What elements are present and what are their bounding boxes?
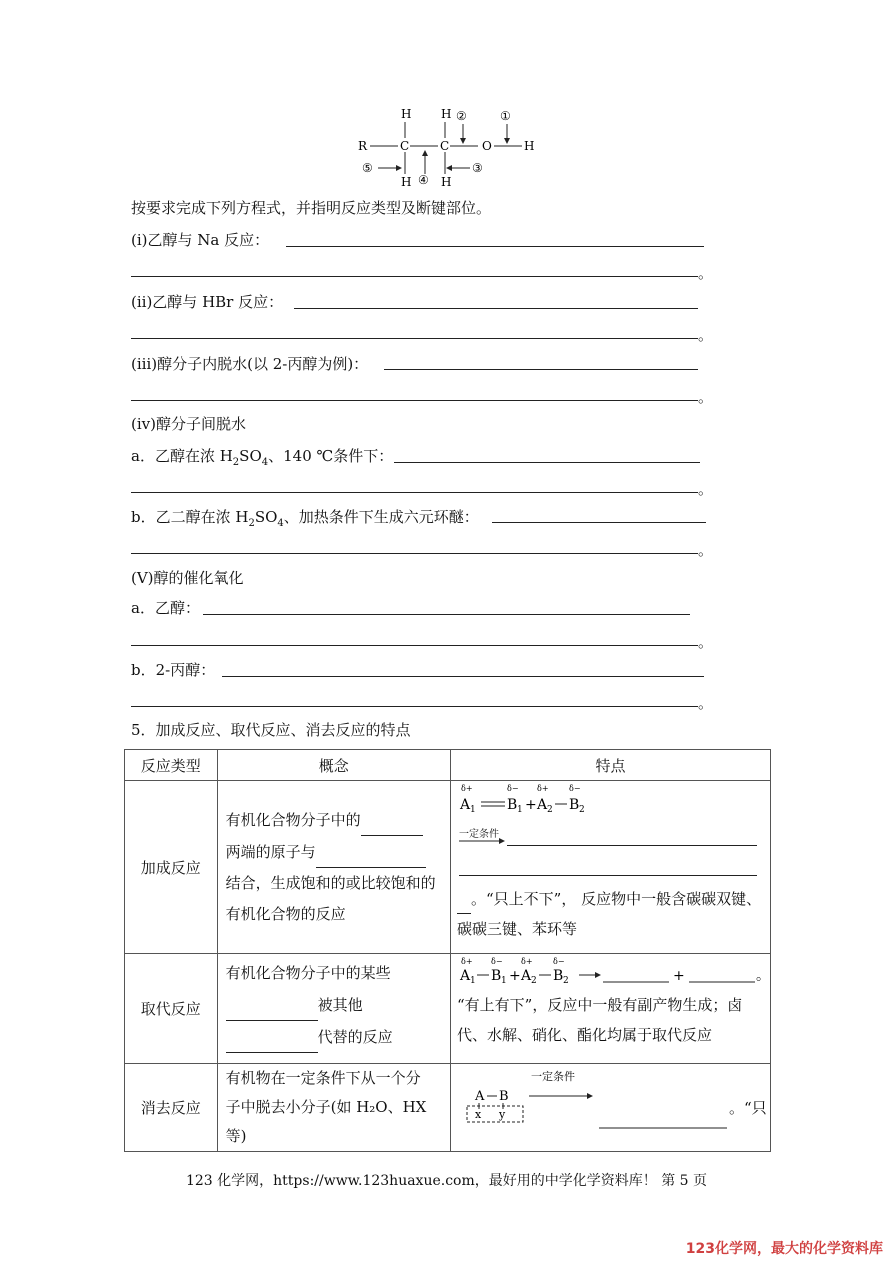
elimination-concept-2: 子中脱去小分子(如 H₂O、HX 等)	[225, 1098, 427, 1145]
substitution-concept-3: 代替的反应	[317, 1028, 393, 1046]
item-ii-label: (ⅱ)乙醇与 HBr 反应：	[131, 293, 284, 311]
substitution-equation	[457, 954, 770, 990]
svg-text:δ+: δ+	[520, 957, 533, 966]
reaction-table	[124, 749, 771, 1152]
addition-concept-1: 有机化合物分子中的	[225, 811, 361, 829]
diagram-svg	[350, 104, 550, 192]
item-iv-b-pre: b．乙二醇在浓 H	[131, 508, 249, 526]
atom-H-top1: H	[401, 107, 412, 121]
svg-text:δ−: δ−	[506, 784, 519, 793]
svg-text:2: 2	[578, 805, 585, 815]
atom-R: R	[358, 139, 368, 153]
item-iii-label: (ⅲ)醇分子内脱水(以 2-丙醇为例)：	[131, 355, 369, 373]
addition-feature-text	[457, 883, 770, 944]
svg-text:1: 1	[469, 976, 476, 986]
svg-text:A: A	[536, 797, 548, 813]
svg-text:1: 1	[469, 805, 476, 815]
substitution-concept-1: 有机化合物分子中的某些	[225, 964, 391, 982]
item-iv-a-period: 。	[698, 480, 714, 498]
addition-arrow-icon	[459, 835, 509, 847]
elimination-concept-1: 有机物在一定条件下从一个分	[225, 1069, 421, 1087]
item-i-blank-1[interactable]	[286, 246, 704, 247]
svg-text:δ−: δ−	[552, 957, 565, 966]
page-footer: 123 化学网，https://www.123huaxue.com，最好用的中学化学资料库！ 第 5 页	[185, 1173, 708, 1189]
addition-feature-blank-2[interactable]	[459, 855, 757, 876]
site-watermark: 123化学网，最大的化学资料库	[685, 1241, 883, 1257]
ethanol-bond-diagram	[350, 104, 550, 192]
svg-text:B: B	[552, 968, 564, 984]
svg-text:。: 。	[755, 968, 769, 984]
item-iv-a-blank-2[interactable]	[131, 492, 698, 493]
bond-5-label: ⑤	[362, 161, 373, 175]
item-i-period: 。	[698, 264, 714, 282]
atom-C2: C	[440, 139, 450, 153]
item-v-b-blank-1[interactable]	[222, 676, 704, 677]
addition-condition-label: 一定条件	[458, 829, 499, 840]
item-i-blank-2[interactable]	[131, 276, 698, 277]
bond-2-label: ②	[456, 109, 467, 123]
item-iv-a-pre: a．乙醇在浓 H	[131, 447, 233, 465]
svg-text:B: B	[498, 1088, 509, 1104]
row-elimination-type: 消去反应	[125, 1064, 218, 1152]
svg-text:δ−: δ−	[490, 957, 503, 966]
header-type: 反应类型	[125, 750, 218, 781]
elimination-feature-tail: 。“只	[728, 1099, 767, 1117]
substitution-feature-tail: “有上有下”，反应中一般有副产物生成；卤代、水解、硝化、酯化均属于取代反应	[456, 996, 743, 1044]
atom-H-right: H	[524, 139, 535, 153]
item-ii-period: 。	[698, 326, 714, 344]
svg-text:δ−: δ−	[568, 784, 581, 793]
addition-concept-3: 结合，生成饱和的或比较饱和的	[225, 874, 436, 892]
item-iv-a-blank-1[interactable]	[394, 462, 700, 463]
svg-text:A: A	[459, 968, 471, 984]
item-ii-blank-1[interactable]	[294, 308, 698, 309]
item-iv-b-post: 、加热条件下生成六元环醚：	[283, 508, 479, 526]
addition-equation	[457, 781, 770, 825]
svg-text:δ+: δ+	[536, 784, 549, 793]
atom-O: O	[482, 139, 492, 153]
atom-H-bot1: H	[401, 175, 412, 189]
item-iv-a-label: a．乙醇在浓 $H_2SO_4$、140 ℃条件下：	[131, 447, 394, 468]
item-iv-label: (ⅳ)醇分子间脱水	[131, 415, 246, 433]
substitution-concept-2: 被其他	[317, 996, 363, 1014]
item-iv-b-blank-1[interactable]	[492, 522, 706, 523]
addition-feature-tail: 。“只上不下”， 反应物中一般含碳碳双键、碳碳三键、苯环等	[456, 890, 762, 938]
svg-text:B: B	[568, 797, 580, 813]
atom-H-bot2: H	[441, 175, 452, 189]
item-ii-blank-2[interactable]	[131, 338, 698, 339]
item-v-a-label: a．乙醇：	[131, 599, 200, 617]
header-concept: 概念	[217, 750, 450, 781]
table-row	[125, 954, 771, 1064]
item-i-label: (ⅰ)乙醇与 Na 反应：	[131, 231, 270, 249]
item-iv-b-blank-2[interactable]	[131, 553, 698, 554]
atom-C1: C	[400, 139, 410, 153]
item-v-label: (Ⅴ)醇的催化氧化	[131, 569, 244, 587]
section5-title: 5．加成反应、取代反应、消去反应的特点	[131, 721, 411, 739]
substitution-concept-blank-1[interactable]	[226, 989, 318, 1021]
svg-text:A: A	[459, 797, 471, 813]
substitution-concept-blank-2[interactable]	[226, 1021, 318, 1053]
item-v-b-label: b．2-丙醇：	[131, 661, 216, 679]
bond-4-label: ④	[418, 173, 429, 187]
item-v-a-blank-2[interactable]	[131, 645, 698, 646]
svg-text:B: B	[490, 968, 502, 984]
table-row	[125, 781, 771, 954]
row-substitution-type: 取代反应	[125, 954, 218, 1064]
substitution-equation-svg	[457, 954, 769, 990]
svg-text:+: +	[672, 968, 685, 984]
svg-text:1: 1	[500, 976, 507, 986]
intro-text: 按要求完成下列方程式，并指明反应类型及断键部位。	[131, 199, 492, 217]
svg-text:2: 2	[562, 976, 569, 986]
table-row	[125, 1064, 771, 1152]
addition-concept-blank-1[interactable]	[361, 804, 423, 836]
row-elimination-concept	[217, 1064, 450, 1152]
addition-equation-svg	[457, 781, 757, 825]
svg-text:x: x	[474, 1107, 482, 1121]
svg-text:δ+: δ+	[460, 957, 473, 966]
svg-text:+: +	[524, 797, 537, 813]
row-substitution-concept	[217, 954, 450, 1064]
row-elimination-feature	[450, 1064, 770, 1152]
header-feature: 特点	[450, 750, 770, 781]
addition-feature-blank-1[interactable]	[507, 827, 757, 846]
bond-1-label: ①	[500, 109, 511, 123]
item-v-b-period: 。	[698, 694, 714, 712]
svg-text:A: A	[520, 968, 532, 984]
addition-condition-line	[457, 825, 770, 855]
table-header-row	[125, 750, 771, 781]
item-v-a-blank-1[interactable]	[203, 614, 690, 615]
svg-text:B: B	[506, 797, 518, 813]
item-iv-b-label: b．乙二醇在浓 $H_2SO_4$、加热条件下生成六元环醚：	[131, 508, 479, 529]
row-substitution-feature	[450, 954, 770, 1064]
svg-text:δ+: δ+	[460, 784, 473, 793]
item-iii-blank-1[interactable]	[384, 369, 698, 370]
svg-text:+: +	[508, 968, 521, 984]
svg-text:y: y	[498, 1107, 506, 1121]
row-addition-concept	[217, 781, 450, 954]
addition-concept-blank-2[interactable]	[316, 836, 426, 868]
svg-text:2: 2	[530, 976, 537, 986]
item-iii-blank-2[interactable]	[131, 400, 698, 401]
svg-text:2: 2	[546, 805, 553, 815]
addition-concept-2: 两端的原子与	[225, 843, 316, 861]
addition-feature-blank-row	[457, 855, 770, 883]
bond-3-label: ③	[472, 161, 483, 175]
item-v-b-blank-2[interactable]	[131, 706, 698, 707]
addition-concept-4: 有机化合物的反应	[225, 905, 346, 923]
atom-H-top2: H	[441, 107, 452, 121]
item-iv-b-period: 。	[698, 541, 714, 559]
addition-feature-blank-3[interactable]	[457, 883, 471, 914]
item-iii-period: 。	[698, 388, 714, 406]
item-iv-a-post: 、140 ℃条件下：	[268, 447, 394, 465]
elimination-scheme-svg	[457, 1078, 769, 1138]
row-addition-type: 加成反应	[125, 781, 218, 954]
svg-text:1: 1	[516, 805, 523, 815]
elimination-condition-label: 一定条件	[530, 1070, 575, 1083]
item-v-a-period: 。	[698, 633, 714, 651]
row-addition-feature	[450, 781, 770, 954]
svg-text:A: A	[474, 1088, 485, 1104]
